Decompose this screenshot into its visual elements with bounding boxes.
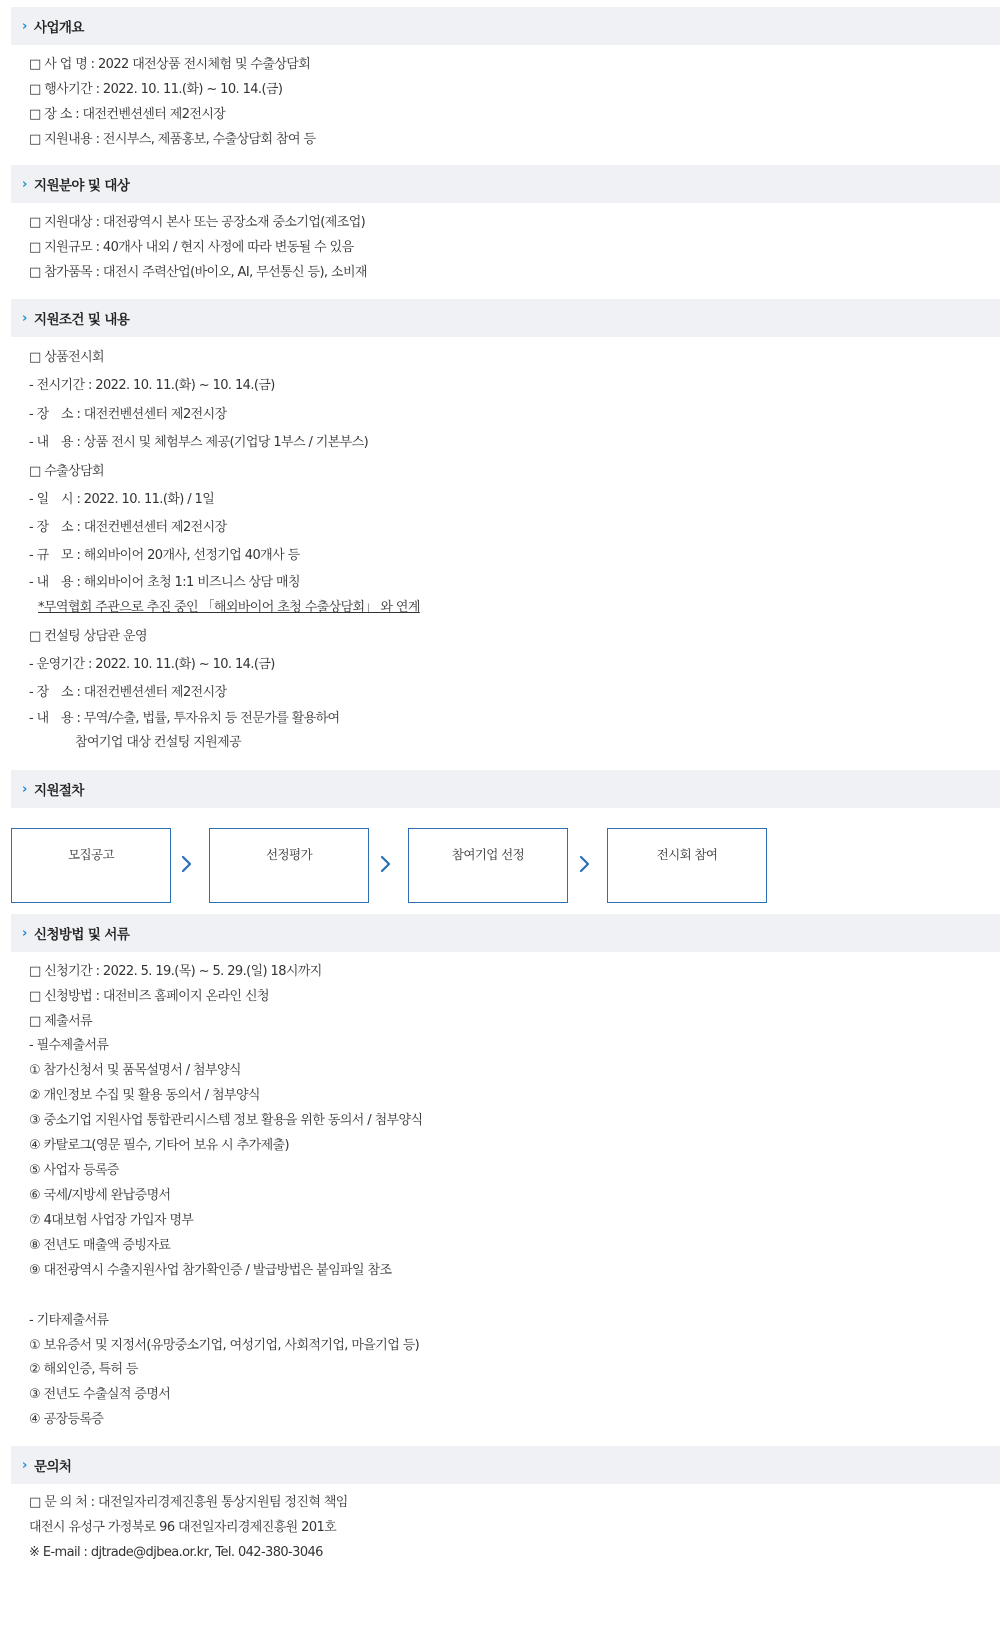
- application-line: ③ 중소기업 지원사업 통합관리시스템 정보 활용을 위한 동의서 / 첨부양식: [29, 1113, 423, 1128]
- conditions-line: □ 상품전시회: [29, 350, 105, 365]
- application-line: ⑧ 전년도 매출액 증빙자료: [29, 1238, 171, 1253]
- procedure-step-2: 선정평가: [209, 828, 369, 903]
- application-line: ⑨ 대전광역시 수출지원사업 참가확인증 / 발급방법은 붙임파일 참조: [29, 1263, 392, 1278]
- section-title-contact: 문의처: [34, 1459, 72, 1475]
- conditions-line: - 장 소 : 대전컨벤션센터 제2전시장: [29, 520, 227, 535]
- conditions-note: *무역협회 주관으로 추진 중인 「해외바이어 초청 수출상담회」 와 연계: [38, 600, 420, 615]
- section-header-overview: [11, 7, 1000, 45]
- target-line: □ 지원규모 : 40개사 내외 / 현지 사정에 따라 변동될 수 있음: [29, 240, 354, 255]
- chevron-right-icon: [180, 852, 194, 876]
- conditions-line: - 내 용 : 해외바이어 초청 1:1 비즈니스 상담 매칭: [29, 575, 300, 590]
- conditions-line: □ 컨설팅 상담관 운영: [29, 629, 147, 644]
- application-line: ⑤ 사업자 등록증: [29, 1163, 119, 1178]
- chevron-right-icon: ›: [22, 176, 27, 192]
- section-title-target: 지원분야 및 대상: [34, 178, 130, 194]
- application-line: ② 개인정보 수집 및 활용 동의서 / 첨부양식: [29, 1088, 260, 1103]
- procedure-step-4: 전시회 참여: [607, 828, 767, 903]
- application-line: ⑥ 국세/지방세 완납증명서: [29, 1188, 171, 1203]
- section-title-application: 신청방법 및 서류: [34, 927, 130, 943]
- application-line: □ 신청방법 : 대전비즈 홈페이지 온라인 신청: [29, 989, 269, 1004]
- conditions-line: - 규 모 : 해외바이어 20개사, 선정기업 40개사 등: [29, 548, 300, 563]
- conditions-line: □ 수출상담회: [29, 464, 105, 479]
- target-line: □ 지원대상 : 대전광역시 본사 또는 공장소재 중소기업(제조업): [29, 215, 366, 230]
- contact-email-tel: ※ E-mail : djtrade@djbea.or.kr, Tel. 042-380-3046: [29, 1545, 323, 1560]
- section-title-overview: 사업개요: [34, 20, 84, 36]
- application-line: - 기타제출서류: [29, 1313, 109, 1328]
- chevron-right-icon: ›: [22, 310, 27, 326]
- application-line: □ 제출서류: [29, 1014, 93, 1029]
- chevron-right-icon: ›: [22, 1457, 27, 1473]
- overview-line: □ 사 업 명 : 2022 대전상품 전시체험 및 수출상담회: [29, 57, 311, 72]
- overview-line: □ 장 소 : 대전컨벤션센터 제2전시장: [29, 107, 226, 122]
- conditions-line: 참여기업 대상 컨설팅 지원제공: [75, 735, 242, 750]
- application-line: ② 해외인증, 특허 등: [29, 1362, 138, 1377]
- conditions-line: - 일 시 : 2022. 10. 11.(화) / 1일: [29, 492, 215, 507]
- section-title-conditions: 지원조건 및 내용: [34, 312, 130, 328]
- chevron-right-icon: [379, 852, 393, 876]
- conditions-line: - 전시기간 : 2022. 10. 11.(화) ~ 10. 14.(금): [29, 378, 275, 393]
- section-title-procedure: 지원절차: [34, 783, 84, 799]
- section-header-contact: [11, 1446, 1000, 1484]
- application-line: ③ 전년도 수출실적 증명서: [29, 1387, 171, 1402]
- section-header-target: [11, 165, 1000, 203]
- chevron-right-icon: ›: [22, 925, 27, 941]
- application-line: ① 보유증서 및 지정서(유망중소기업, 여성기업, 사회적기업, 마을기업 등): [29, 1338, 420, 1353]
- application-line: ① 참가신청서 및 품목설명서 / 첨부양식: [29, 1063, 241, 1078]
- overview-line: □ 지원내용 : 전시부스, 제품홍보, 수출상담회 참여 등: [29, 132, 316, 147]
- overview-line: □ 행사기간 : 2022. 10. 11.(화) ~ 10. 14.(금): [29, 82, 283, 97]
- application-line: - 필수제출서류: [29, 1038, 109, 1053]
- application-line: ④ 공장등록증: [29, 1412, 104, 1427]
- conditions-line: - 장 소 : 대전컨벤션센터 제2전시장: [29, 685, 227, 700]
- application-line: ⑦ 4대보험 사업장 가입자 명부: [29, 1213, 194, 1228]
- section-header-application: [11, 914, 1000, 952]
- conditions-line: - 내 용 : 무역/수출, 법률, 투자유치 등 전문가를 활용하여: [29, 711, 340, 726]
- procedure-step-1: 모집공고: [11, 828, 171, 903]
- chevron-right-icon: ›: [22, 18, 27, 34]
- section-header-conditions: [11, 299, 1000, 337]
- section-header-procedure: [11, 770, 1000, 808]
- conditions-line: - 내 용 : 상품 전시 및 체험부스 제공(기업당 1부스 / 기본부스): [29, 435, 369, 450]
- application-line: □ 신청기간 : 2022. 5. 19.(목) ~ 5. 29.(일) 18시까지: [29, 964, 322, 979]
- conditions-line: - 장 소 : 대전컨벤션센터 제2전시장: [29, 407, 227, 422]
- contact-line: □ 문 의 처 : 대전일자리경제진흥원 통상지원팀 정진혁 책임: [29, 1495, 348, 1510]
- chevron-right-icon: ›: [22, 781, 27, 797]
- conditions-line: - 운영기간 : 2022. 10. 11.(화) ~ 10. 14.(금): [29, 657, 275, 672]
- target-line: □ 참가품목 : 대전시 주력산업(바이오, AI, 무선통신 등), 소비재: [29, 265, 367, 280]
- application-line: ④ 카탈로그(영문 필수, 기타어 보유 시 추가제출): [29, 1138, 289, 1153]
- chevron-right-icon: [578, 852, 592, 876]
- procedure-step-3: 참여기업 선정: [408, 828, 568, 903]
- contact-address: 대전시 유성구 가정북로 96 대전일자리경제진흥원 201호: [29, 1520, 337, 1535]
